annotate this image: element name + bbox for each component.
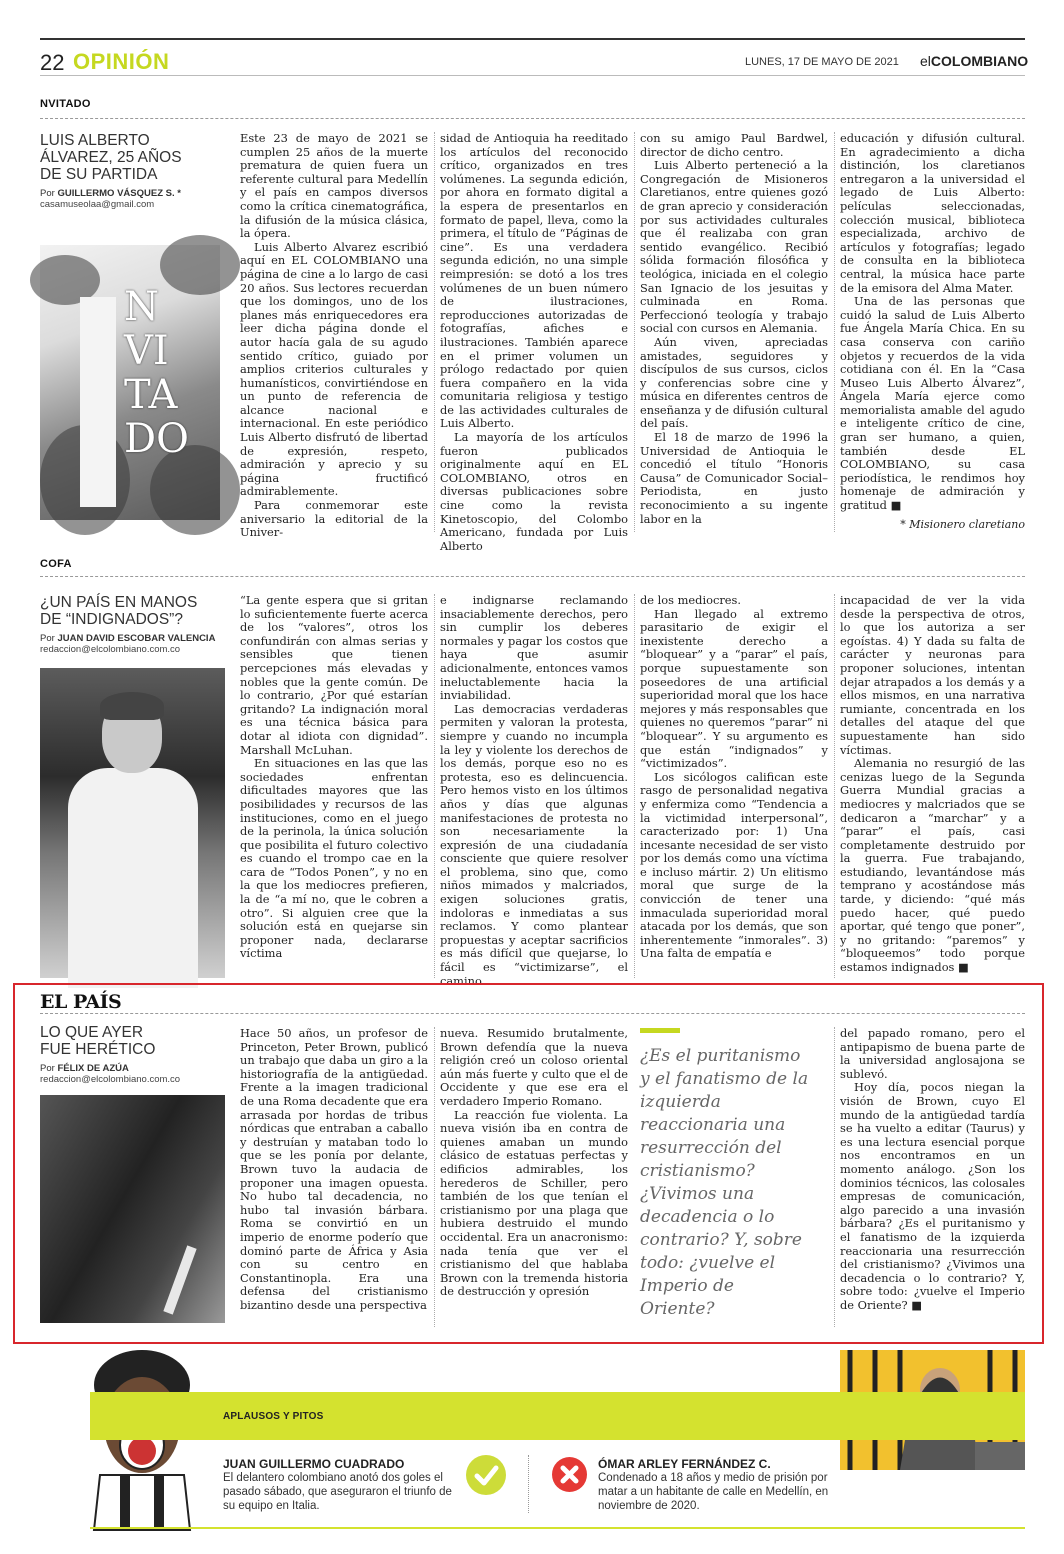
author-email: casamuseolaa@gmail.com xyxy=(40,199,155,210)
paragraph: Aún viven, apreciadas amistades, seguidores y discípulos de sus cursos, ciclos y conferencias sobre cine y música en diferentes centros de enseñanza y de difusión cultural del país. xyxy=(640,334,828,431)
article-header-elpais xyxy=(40,1024,235,1085)
column-separator xyxy=(634,594,635,978)
headline-line: ÁLVAREZ, 25 AÑOS xyxy=(40,149,182,166)
paragraph: Para conmemorar este aniversario la editorial de la Univer- xyxy=(240,498,428,540)
aplausos-bottom-rule xyxy=(90,1527,1025,1529)
section-divider xyxy=(40,576,1025,577)
boo-text: Condenado a 18 años y medio de prisión por matar a un habitante de calle en Medellín, en noviembre de 2020. xyxy=(598,1472,829,1512)
article-column-1 xyxy=(240,131,428,540)
paragraph: Hoy día, pocos niegan la visión de Brown, cuyo El mundo de la antigüedad tardía se ha vuelto a editar (Taurus) y es una lectura esencial porque nos encontramos en un momento análogo. ¿Son los dominios técnicos, las colosales empresas de comunicación, algo parecido a una invasión bárbara? ¿Es el puritanismo y el fanatismo de la izquierda reaccionaria una resurrección del cristianismo? ¿Vivimos una decadencia o lo contrario? Y, sobre todo: ¿vuelve el Imperio de Oriente? ■ xyxy=(840,1080,1025,1312)
invitado-graphic-image xyxy=(40,245,220,520)
article-header-cofa xyxy=(40,594,235,655)
el-pais-logo: EL PAÍS xyxy=(40,991,122,1013)
column-separator xyxy=(834,594,835,978)
headline-line: LO QUE AYER xyxy=(40,1024,144,1041)
article-column-1 xyxy=(240,1027,428,1329)
headline-line: DE “INDIGNADOS”? xyxy=(40,611,183,628)
article-column-2 xyxy=(440,1027,628,1329)
column-separator xyxy=(834,1027,835,1327)
author-name: FÉLIX DE AZÚA xyxy=(57,1063,129,1074)
paragraph: Una de las personas que cuidó la salud de Luis Alberto fue Ángela María Chica. En su casa conserva con cariño objetos y recuerdos de la vida cotidiana con él. En la “Casa Museo Luis Alberto Álvarez”, Ángela María ejerce como memorialista amable del agudo e inteligente crítico de cine, gran ser humano, a quien, también desde EL COLOMBIANO, su casa periodística, le rendimos hoy homenaje de admiración y gratitud ■ xyxy=(840,294,1025,513)
headline-line: DE SU PARTIDA xyxy=(40,166,158,183)
byline xyxy=(40,188,230,199)
headline-line: LUIS ALBERTO xyxy=(40,132,150,149)
letter-line: TA xyxy=(124,372,178,418)
article-column-2 xyxy=(440,131,628,553)
paragraph: con su amigo Paul Bardwel, director de dicho centro. xyxy=(640,131,828,159)
article-header-invitado xyxy=(40,132,230,210)
article-column-4 xyxy=(840,132,1025,517)
letter-line: N xyxy=(124,284,159,330)
applause-name: JUAN GUILLERMO CUADRADO xyxy=(223,1457,405,1471)
article-column-2 xyxy=(440,593,628,988)
article-column-4 xyxy=(840,594,1025,978)
paragraph: Este 23 de mayo de 2021 se cumplen 25 años de la muerte prematura de quien fuera un referente cultural para Medellín y el país en campos diversos como la crítica cinematográfica, la difusión de la música clásica, la ópera. xyxy=(240,131,428,241)
paragraph: En situaciones en las que las sociedades enfrentan dificultades mayores que las posibilidades y recursos de las instituciones, como en el juego de la perinola, la única solución que posibilita el futuro colectivo es cuando el trompo cae en la cara de “Todos Ponen”, y no en la que los mediocres prefieren, la de “a mí no, que le cobren a otro”. Si alguien cree que la solución está en quejarse sin proponer nada, declararse víctima xyxy=(240,756,428,961)
boo-item xyxy=(598,1457,833,1513)
byline-prefix: Por xyxy=(40,188,58,199)
section-divider xyxy=(40,1013,1025,1014)
letter-line: DO xyxy=(124,416,189,462)
logo-name: COLOMBIANO xyxy=(930,53,1029,69)
header-bottom-rule xyxy=(40,75,1025,76)
author-portrait-image xyxy=(40,668,225,978)
paragraph: La mayoría de los artículos fueron publicados originalmente aquí en EL COLOMBIANO, otros en diversas publicaciones sobre cine como la revista Kinetoscopio, del Colombo Americano, fundada por Luis Alberto xyxy=(440,430,628,553)
letter-i-graphic xyxy=(80,297,116,507)
logo-prefix: el xyxy=(920,53,931,69)
header-top-rule xyxy=(40,38,1025,40)
aplausos-title: APLAUSOS Y PITOS xyxy=(223,1411,324,1422)
section-title: OPINIÓN xyxy=(73,49,170,74)
paragraph: Las democracias verdaderas permiten y valoran la protesta, siempre y cuando no incumpla la ley y violente los derechos de los demás, porque eso no es protesta, eso es delincuencia. Pero hemos visto en los últimos años y días que algunas manifestaciones de protesta no son necesariamente la expresión de una ciudadanía consciente que quiere resolver el problema, sino que, como niños mimados y malcriados, exigen soluciones gratis, indoloras e inmediatas a sus reclamos. Y como plantear propuestas y aceptar sacrificios es más difícil que quejarse, lo fácil es “victimizarse”, el camino xyxy=(440,701,628,988)
paragraph: Han llegado al extremo parasitario de exigir el inexistente derecho a “bloquear” y a “parar” el país, porque supuestamente son poseedores de una artificial superioridad moral que los hace mejores y más responsables que quienes no queremos “parar” ni “bloquear”. Y su argumento es que están “indignados” y “victimizados”. xyxy=(640,606,828,771)
boo-name: ÓMAR ARLEY FERNÁNDEZ C. xyxy=(598,1457,771,1471)
paragraph: El 18 de marzo de 1996 la Universidad de Antioquia le concedió el título “Honoris Causa” de Comunicador Social–Periodista, en justo reconocimiento a su ingente labor en la xyxy=(640,430,828,526)
page-number: 22 xyxy=(40,50,65,75)
check-icon xyxy=(466,1455,506,1495)
column-separator xyxy=(434,594,435,978)
headline-line: ¿UN PAÍS EN MANOS xyxy=(40,594,198,611)
author-email: redaccion@elcolombiano.com.co xyxy=(40,1074,181,1085)
paragraph: Hace 50 años, un profesor de Princeton, Peter Brown, publicó un trabajo que daba un giro a la historiografía de la antigüedad. Frente a la imagen tradicional de una Roma decadente que era arrasada por hordas de tribus nórdicas que entraban a caballo y destruían y mataban todo lo que se les ponía por delante, Brown tuvo la audacia de proponer una imagen opuesta. No hubo tal decadencia, no hubo tal invasión bárbara. Roma se convirtió en un imperio de enorme poderío que dominó parte de África y Asia con su centro en Constantinopla. Era una defensa del cristianismo bizantino desde una perspectiva xyxy=(240,1026,428,1312)
x-icon xyxy=(552,1457,587,1492)
paragraph: “La gente espera que si gritan lo suficientemente fuerte acerca de los “valores”, otros los confundirán con almas serias y sensibles que tienen percepciones más elevadas y nobles que la gente común. De lo contrario, ¿Por qué estarían gritando? La indignación moral es una técnica básica para dotar al idiota con dignidad”. Marshall McLuhan. xyxy=(240,593,428,757)
section-label-invitado: NVITADO xyxy=(40,98,91,110)
article-column-3 xyxy=(640,132,828,532)
byline xyxy=(40,1063,235,1074)
paragraph: Luis Alberto perteneció a la Congregación de Misioneros Claretianos, entre quienes gozó de gran aprecio y consideración por sus actividades culturales que él realizaba con gran sentido evangélico. Recibió sólida formación filosófica y teológica, iniciada en el colegio San Ignacio de los jesuitas y culminada en Roma. Perfeccionó teología y trabajo social con cursos en Alemania. xyxy=(640,158,828,336)
paragraph: Alemania no resurgió de las cenizas luego de la Segunda Guerra Mundial gracias a mediocres y malcriados que se dedicaron a “marchar” y a “parar” el país, casi completamente destruido por la guerra. Fue trabajando, estudiando, levantándose más temprano y acostándose más tarde, y diciendo: “qué más puedo hacer, qué puedo aportar, qué tengo que poner”, y no gritando: “paremos” y “bloqueemos” todo porque estamos indignados ■ xyxy=(840,756,1025,975)
invitado-letters xyxy=(124,285,189,461)
aplausos-divider xyxy=(528,1455,529,1513)
letter-line: VI xyxy=(124,328,169,374)
pull-quote: ¿Es el puritanismo y el fanatismo de la izquierda reaccionaria una resurrección del cristianismo? ¿Vivimos una decadencia o lo contrario? Y, sobre todo: ¿vuelve el Imperio de Oriente? xyxy=(640,1046,809,1319)
footnote xyxy=(840,518,1025,534)
byline-prefix: Por xyxy=(40,1063,58,1074)
section-divider xyxy=(40,118,1025,119)
author-email: redaccion@elcolombiano.com.co xyxy=(40,644,181,655)
fountain-pen-image xyxy=(40,1095,225,1323)
column-separator xyxy=(834,132,835,532)
paragraph: incapacidad de ver la vida desde la perspectiva de otros, lo que los autoriza a ser egoístas. 4) Y dada su falta de carácter y neuronas para proponer soluciones, intentan dejar atrapados a los demás y a ellos mismos, en una narrativa rumiante, concentrada en los detalles del ataque del que supuestamente han sido víctimas. xyxy=(840,593,1025,757)
issue-date: LUNES, 17 DE MAYO DE 2021 xyxy=(745,56,899,68)
paragraph: nueva. Resumido brutalmente, Brown defendía que la nueva religión creó un coloso oriental aún más fuerte y culto que el de Occidente y que ese era el verdadero Imperio Romano. xyxy=(440,1026,628,1108)
byline-prefix: Por xyxy=(40,633,58,644)
paragraph: del papado romano, pero el antipapismo de buena parte de la universidad anglosajona se sublevó. xyxy=(840,1026,1025,1081)
paragraph: Los sicólogos califican este rasgo de personalidad negativa y enfermiza como “Tendencia a la victimidad interpersonal”, caracterizado por: 1) Una incesante necesidad de ser visto por los demás como una víctima e incluso mártir. 2) Un elitismo moral que surge de la convicción de tener una inmaculada superioridad moral atacada por los demás, que son inherentemente “inmorales”. 3) Una falta de empatía e xyxy=(640,769,828,961)
applause-text: El delantero colombiano anotó dos goles el pasado sábado, que aseguraron el triunfo de su equipo en Italia. xyxy=(223,1472,452,1512)
paragraph: educación y difusión cultural. En agradecimiento a dicha distinción, los claretianos entregaron a la universidad el legado de Luis Alberto: películas seleccionadas, colección musical, biblioteca especializada, archivo de artículos y fotografías; legado de consulta en la biblioteca central, la música hace parte de la emisora del Alma Mater. xyxy=(840,131,1025,295)
article-column-4 xyxy=(840,1027,1025,1329)
author-name: GUILLERMO VÁSQUEZ S. * xyxy=(57,188,181,199)
pull-quote-accent xyxy=(640,1028,680,1033)
headline-line: FUE HERÉTICO xyxy=(40,1041,156,1058)
paragraph: sidad de Antioquia ha reeditado los artículos del reconocido crítico, organizados en tres volúmenes. La segunda edición, por ahora en formato digital a la espera de presentarlos en formato de papel, lleva, como la primera, el título de “Páginas de cine”. Es una verdadera segunda edición, no una simple reimpresión: se dotó a los tres volúmenes de un buen número de ilustraciones, reproducciones autorizadas de fotografías, afiches e ilustraciones. También aparece en el primer volumen un prólogo redactado por quien fuera compañero en la vida comunitaria religiosa y testigo de las actividades culturales de Luis Alberto. xyxy=(440,131,628,431)
paragraph: Luis Alberto Alvarez escribió aquí en EL COLOMBIANO una página de cine a lo largo de casi 20 años. Sus lectores recuerdan que los domingos, uno de los planes más enriquecedores era leer dicha página donde el autor hacía gala de su agudo sentido crítico, guiado por amplios criterios culturales y humanísticos, convirtiéndose en un punto de referencia de alcance nacional e internacional. En este periódico Luis Alberto disfrutó de libertad de expresión, respeto, admiración y aprecio y su página fructificó admirablemente. xyxy=(240,239,428,499)
author-name: JUAN DAVID ESCOBAR VALENCIA xyxy=(57,633,216,644)
column-separator xyxy=(434,132,435,532)
section-label-cofa: COFA xyxy=(40,558,72,570)
column-separator xyxy=(634,132,635,532)
paragraph: e indignarse reclamando insaciablemente derechos, pero sin cumplir los deberes normales y pagar los costos que haya que asumir adicionalmente, entonces vamos ineluctablemente hacia la inviabilidad. xyxy=(440,593,628,703)
article-column-1 xyxy=(240,594,428,978)
paragraph: de los mediocres. xyxy=(640,593,741,607)
column-separator xyxy=(434,1027,435,1327)
article-column-3 xyxy=(640,594,828,978)
author-footnote: * Misionero claretiano xyxy=(900,518,1025,531)
byline xyxy=(40,633,235,644)
paragraph: La reacción fue violenta. La nueva visión iba en contra de quienes amaban un mundo clásico de estatuas perfectas y edificios admirables, los herederos de Schiller, pero también de los que tenían el cristianismo por una plaga que hubiera destruido el mundo occidental. Era un anacronismo: nada tenía que ver el cristianismo del que hablaba Brown con la tremenda historia de destrucción y opresión xyxy=(440,1107,628,1299)
newspaper-logo xyxy=(920,53,1028,69)
applause-item xyxy=(223,1457,458,1513)
